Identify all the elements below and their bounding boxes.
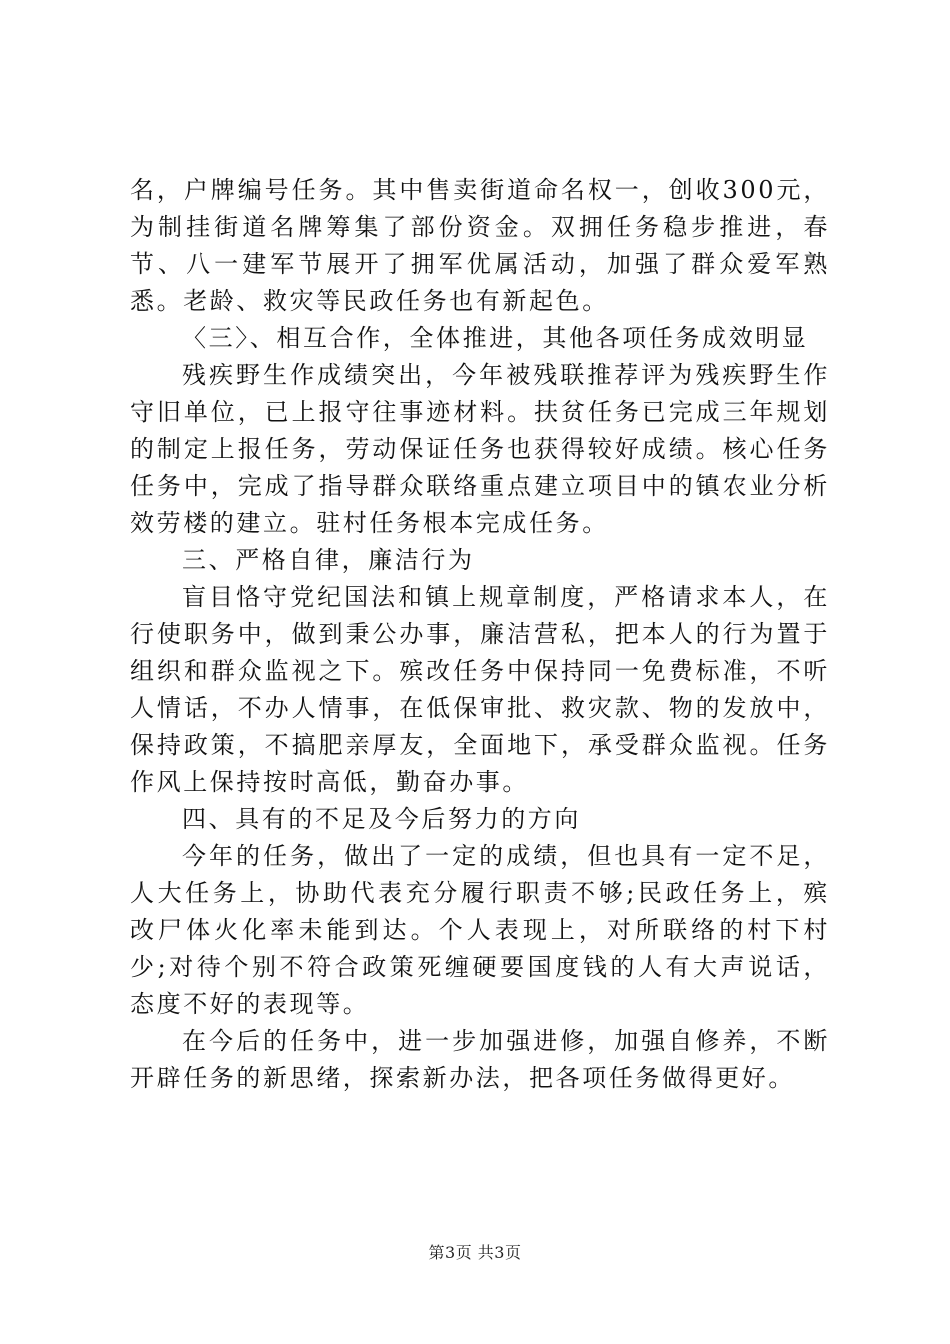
document-body <box>130 172 830 1097</box>
paragraph-self-discipline: 盲目恪守党纪国法和镇上规章制度，严格请求本人，在行使职务中，做到秉公办事，廉洁营私，把本人的行为置于组织和群众监视之下。殡改任务中保持同一免费标准，不听人情话，不办人情事，在低保审批、救灾款、物的发放中，保持政策，不搞肥亲厚友，全面地下，承受群众监视。任务作风上保持按时高低，勤奋办事。 <box>130 583 830 796</box>
paragraph-shortcomings: 今年的任务，做出了一定的成绩，但也具有一定不足，人大任务上，协助代表充分履行职责不够;民政任务上，殡改尸体火化率未能到达。个人表现上，对所联络的村下村少;对待个别不符合政策死缠硬要国度钱的人有大声说话，态度不好的表现等。 <box>130 842 830 1018</box>
paragraph-future-plans: 在今后的任务中，进一步加强进修，加强自修养，不断开辟任务的新思绪，探索新办法，把各项任务做得更好。 <box>130 1027 830 1092</box>
section-heading-self-discipline: 三、严格自律，廉洁行为 <box>182 546 475 574</box>
section-heading-3: 〈三〉、相互合作，全体推进，其他各项任务成效明显 <box>182 324 809 352</box>
paragraph-disability-work: 残疾野生作成绩突出，今年被残联推荐评为残疾野生作守旧单位，已上报守往事迹材料。扶贫任务已完成三年规划的制定上报任务，劳动保证任务也获得较好成绩。核心任务任务中，完成了指导群众联络重点建立项目中的镇农业分析效劳楼的建立。驻村任务根本完成任务。 <box>130 361 830 537</box>
section-heading-shortcomings: 四、具有的不足及今后努力的方向 <box>182 805 581 833</box>
page-number-footer: 第3页 共3页 <box>428 1243 522 1262</box>
paragraph-continuation: 名，户牌编号任务。其中售卖街道命名权一，创收300元，为制挂街道名牌筹集了部份资金。双拥任务稳步推进，春节、八一建军节展开了拥军优属活动，加强了群众爱军熟悉。老龄、救灾等民政任务也有新起色。 <box>130 176 830 315</box>
